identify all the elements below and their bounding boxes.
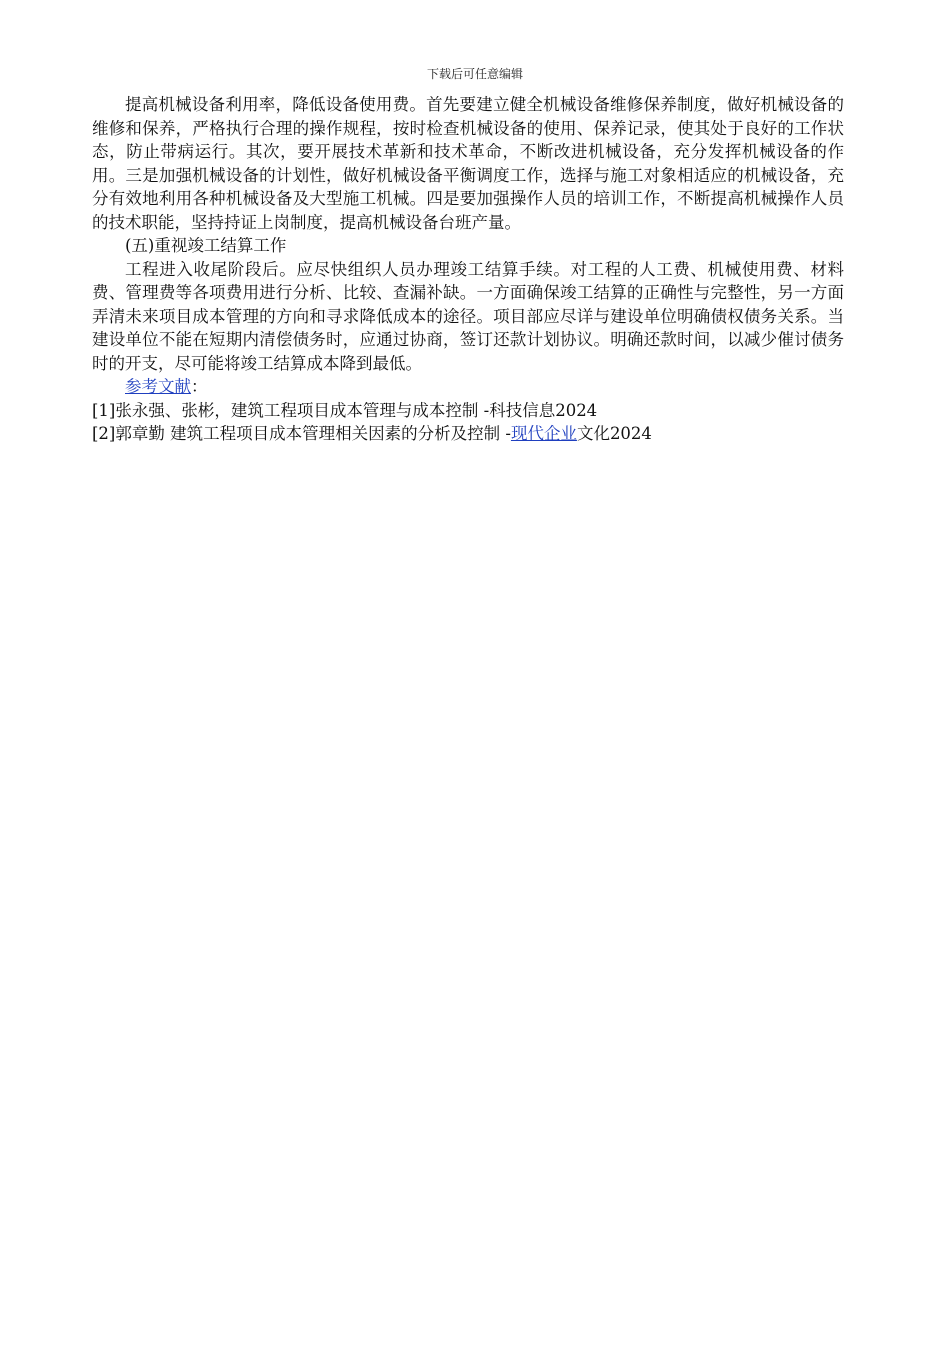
- paragraph-completion-settlement: 工程进入收尾阶段后。应尽快组织人员办理竣工结算手续。对工程的人工费、机械使用费、材料费、管理费等各项费用进行分析、比较、查漏补缺。一方面确保竣工结算的正确性与完整性，另一方面弄清未来项目成本管理的方向和寻求降低成本的途径。项目部应尽详与建设单位明确债权债务关系。当建设单位不能在短期内清偿债务时，应通过协商，签订还款计划协议。明确还款时间，以减少催讨债务时的开支，尽可能将竣工结算成本降到最低。: [92, 259, 844, 373]
- reference-item-1: [1]张永强、张彬，建筑工程项目成本管理与成本控制 -科技信息2024: [92, 400, 598, 420]
- reference-2-link-modern-enterprise[interactable]: 现代企业: [510, 424, 577, 443]
- document-body: [92, 93, 844, 446]
- paragraph-machinery-utilization: 提高机械设备利用率，降低设备使用费。首先要建立健全机械设备维修保养制度，做好机械设备的维修和保养，严格执行合理的操作规程，按时检查机械设备的使用、保养记录，使其处于良好的工作状态，防止带病运行。其次，要开展技术革新和技术革命，不断改进机械设备，充分发挥机械设备的作用。三是加强机械设备的计划性，做好机械设备平衡调度工作，选择与施工对象相适应的机械设备，充分有效地利用各种机械设备及大型施工机械。四是要加强操作人员的培训工作，不断提高机械操作人员的技术职能，坚持持证上岗制度，提高机械设备台班产量。: [92, 95, 844, 232]
- references-title: [92, 375, 844, 399]
- references-link[interactable]: 参考文献: [125, 377, 191, 396]
- reference-2-prefix: [2]郭章勤 建筑工程项目成本管理相关因素的分析及控制 -: [92, 424, 511, 443]
- reference-2-suffix: 文化2024: [576, 424, 652, 443]
- references-title-suffix: ：: [191, 377, 208, 396]
- section-heading-completion-settlement: (五)重视竣工结算工作: [125, 236, 287, 255]
- page-header-note: 下载后可任意编辑: [426, 67, 523, 81]
- reference-item-2: [92, 422, 844, 446]
